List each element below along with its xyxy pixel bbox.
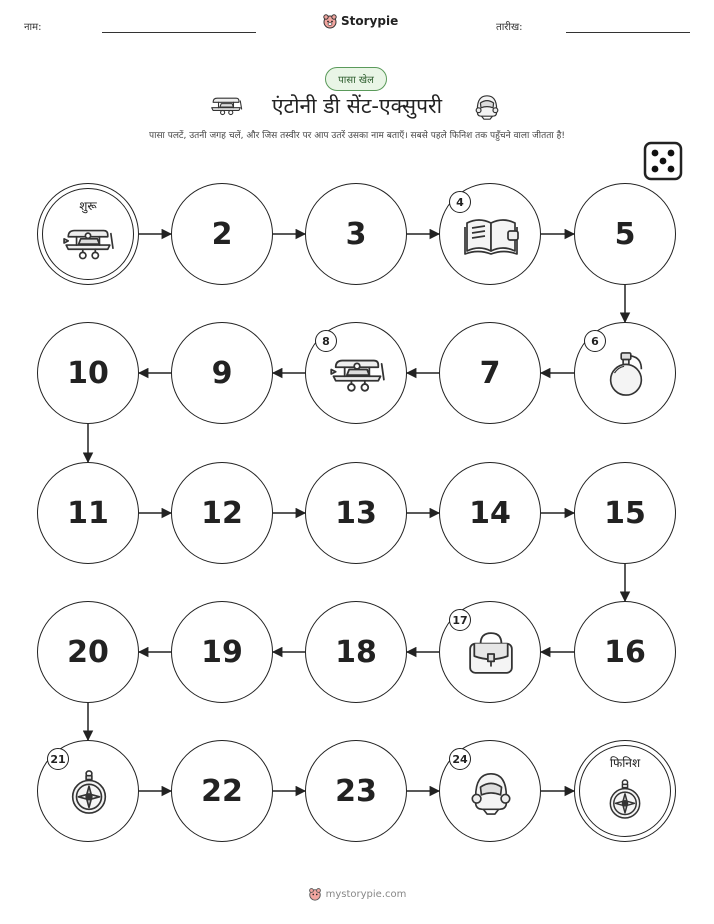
biplane-icon xyxy=(329,350,385,402)
board-square-24 xyxy=(439,740,541,842)
board-square-20 xyxy=(37,601,139,703)
board-square-14 xyxy=(439,462,541,564)
name-label: नाम: xyxy=(24,22,42,33)
board-square-6 xyxy=(574,322,676,424)
square-number: 20 xyxy=(67,634,109,670)
board-square-13 xyxy=(305,462,407,564)
square-number-badge: 24 xyxy=(449,748,471,770)
square-number: 11 xyxy=(67,495,109,531)
pilot-helmet-icon xyxy=(463,768,519,820)
board-square-8 xyxy=(305,322,407,424)
board-square-9 xyxy=(171,322,273,424)
compass-icon xyxy=(61,768,117,820)
board-square-12 xyxy=(171,462,273,564)
square-number: 16 xyxy=(604,634,646,670)
board-square-10 xyxy=(37,322,139,424)
date-label: तारीख: xyxy=(496,22,523,33)
square-number: 7 xyxy=(479,355,501,391)
square-number-badge: 17 xyxy=(449,609,471,631)
board-square-17 xyxy=(439,601,541,703)
canteen-icon xyxy=(598,350,654,402)
brand-name: Storypie xyxy=(341,14,399,28)
square-number: 13 xyxy=(335,495,377,531)
square-number-badge: 4 xyxy=(449,191,471,213)
square-number: 9 xyxy=(211,355,233,391)
board-square-3 xyxy=(305,183,407,285)
square-number-badge: 6 xyxy=(584,330,606,352)
satchel-icon xyxy=(463,629,519,681)
board-square-11 xyxy=(37,462,139,564)
square-number: 23 xyxy=(335,773,377,809)
start-label: शुरू xyxy=(79,199,97,213)
board-square-7 xyxy=(439,322,541,424)
compass-icon xyxy=(606,777,644,825)
square-number: 18 xyxy=(335,634,377,670)
board-square-5 xyxy=(574,183,676,285)
finish-square xyxy=(574,740,676,842)
board-square-22 xyxy=(171,740,273,842)
square-number: 5 xyxy=(614,216,636,252)
book-icon xyxy=(463,211,519,263)
square-number: 22 xyxy=(201,773,243,809)
storypie-mascot-icon xyxy=(308,887,322,901)
finish-label: फिनिश xyxy=(609,756,641,770)
board-square-2 xyxy=(171,183,273,285)
footer xyxy=(0,887,714,901)
board-square-16 xyxy=(574,601,676,703)
square-number: 10 xyxy=(67,355,109,391)
square-number: 14 xyxy=(469,495,511,531)
board-square-15 xyxy=(574,462,676,564)
instructions: पासा पलटें, उतनी जगह चलें, और जिस तस्वीर पर आप उतरें उसका नाम बताएँ। सबसे पहले फिनिश तक पहुँचने वाला जीतता है! xyxy=(149,131,565,141)
start-square xyxy=(37,183,139,285)
game-type-badge: पासा खेल xyxy=(325,67,387,91)
page-title: एंटोनी डी सेंट-एक्सुपरी xyxy=(271,94,443,118)
square-number: 12 xyxy=(201,495,243,531)
square-number: 3 xyxy=(345,216,367,252)
board-square-4 xyxy=(439,183,541,285)
board-square-23 xyxy=(305,740,407,842)
square-number: 19 xyxy=(201,634,243,670)
biplane-icon xyxy=(62,224,114,266)
footer-url: mystorypie.com xyxy=(325,888,407,900)
square-number-badge: 8 xyxy=(315,330,337,352)
board-square-18 xyxy=(305,601,407,703)
square-number-badge: 21 xyxy=(47,748,69,770)
square-number: 2 xyxy=(211,216,233,252)
board-square-19 xyxy=(171,601,273,703)
board-square-21 xyxy=(37,740,139,842)
square-number: 15 xyxy=(604,495,646,531)
